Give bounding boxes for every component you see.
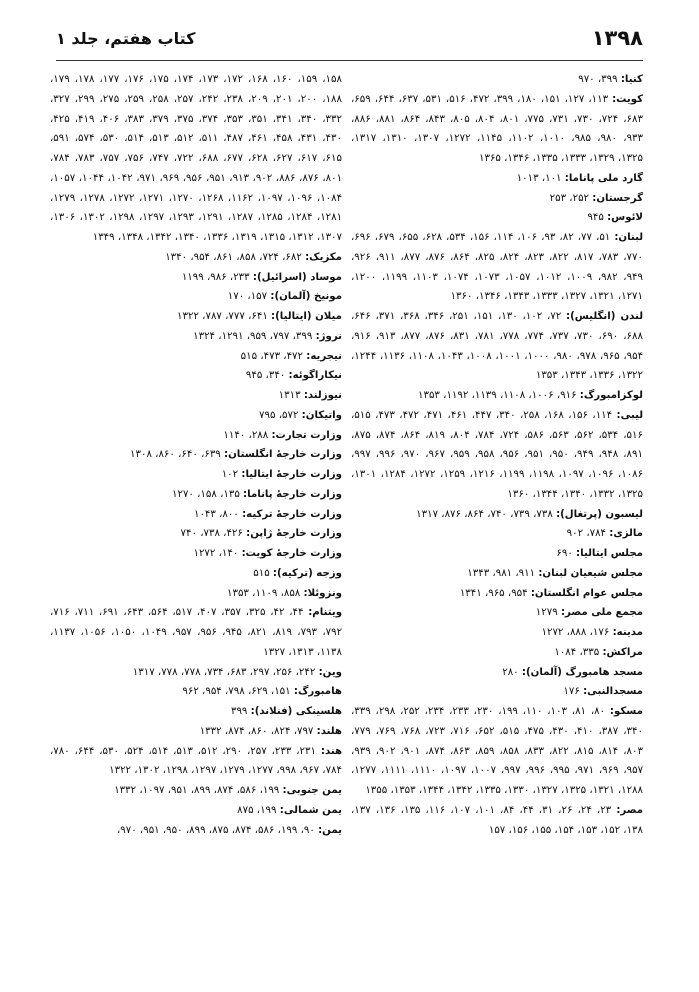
index-term: لائوس: xyxy=(607,212,643,224)
index-entry xyxy=(50,327,342,347)
index-entry xyxy=(50,268,342,288)
index-entry xyxy=(351,505,643,525)
index-page-refs: ۴۷۲، ۴۷۳، ۵۱۵ xyxy=(240,350,307,362)
index-term: وزارت خارجهٔ ایتالیا: xyxy=(241,469,342,480)
index-page-refs: ۳۹۹، ۹۷۰ xyxy=(578,74,621,85)
index-page-refs: ۱۷۶ xyxy=(563,686,584,698)
index-page-refs: ۱۱۴، ۱۵۶، ۱۶۸، ۲۵۸، ۳۴۰، ۴۴۷، ۴۶۱، ۴۷۱، ۴۷۲، ۴۷۳، ۵۱۵، ۵۱۶، ۵۳۴، ۵۶۲، ۵۶۳، ۵۸۶، ۷۲۴، ۷۸۴، ۸۰۴، ۸۱۹، ۸۶۴، ۸۷۴، ۸۷۵، ۸۹۱، ۹۴۸، ۹۴۹، ۹۵۰، ۹۵۱، ۹۵۶، ۹۵۸، ۹۵۹، ۹۶۷، ۹۷۰، ۹۹۶، ۹۹۷، ۱۰۸۶، ۱۰۹۶، ۱۰۹۷، ۱۱۹۸، ۱۱۹۹، ۱۲۱۶، ۱۲۵۹، ۱۲۷۲، ۱۲۸۴، ۱۳۰۱، ۱۳۲۵، ۱۳۳۲، ۱۳۴۰، ۱۳۴۴، ۱۳۶۰ xyxy=(351,409,644,500)
index-entry xyxy=(50,603,342,662)
index-entry xyxy=(351,544,643,564)
index-term: میلان (ایتالیا): xyxy=(271,311,342,322)
index-term: مصر: xyxy=(616,804,644,816)
index-entry xyxy=(50,702,342,722)
index-entry xyxy=(351,90,643,169)
index-term: یمن جنوبی: xyxy=(282,785,342,796)
index-page-refs: ۱۳۱۳ xyxy=(278,390,304,401)
index-entry xyxy=(351,228,643,307)
index-term: یمن شمالی: xyxy=(279,804,342,816)
index-page-refs: ۹۰، ۱۹۹، ۵۸۶، ۸۷۴، ۸۷۵، ۸۹۹، ۹۵۰، ۹۵۱، ۹۷۰، xyxy=(116,824,319,836)
index-page-refs: ۱۲۷۹ xyxy=(535,607,561,619)
index-entry xyxy=(50,366,342,386)
index-entry xyxy=(50,465,342,485)
index-entry xyxy=(351,307,643,386)
index-page-refs: ۶۴۱، ۷۷۷، ۷۸۷، ۱۳۲۲ xyxy=(177,311,272,322)
index-term: وزارت خارجهٔ ترکیه: xyxy=(242,508,342,520)
index-entry xyxy=(351,524,643,544)
index-entry xyxy=(50,406,342,426)
index-term: وزارت خارجهٔ انگلستان: xyxy=(224,449,342,461)
index-term: لیبی: xyxy=(616,409,644,421)
index-page-refs: ۱۱۳، ۱۲۷، ۱۵۱، ۱۸۰، ۳۹۹، ۴۷۲، ۵۱۶، ۵۳۱، ۶۳۷، ۶۴۴، ۶۵۹، ۶۸۳، ۷۲۴، ۷۳۰، ۷۳۱، ۷۷۵، ۸۰۱، ۸۰۴، ۸۰۵، ۸۴۳، ۸۶۴، ۸۸۱، ۸۸۶، ۹۳۳، ۹۸۰، ۹۸۵، ۱۰۱۰، ۱۱۰۲، ۱۱۴۵، ۱۲۷۲، ۱۳۰۷، ۱۳۱۰، ۱۳۱۷، ۱۳۲۵، ۱۳۲۹، ۱۳۳۳، ۱۳۳۵، ۱۳۴۶، ۱۳۶۵ xyxy=(351,93,643,164)
index-term: گارد ملی پاناما: xyxy=(564,172,643,184)
index-entry xyxy=(50,426,342,446)
index-page-refs: ۷۲، ۱۰۲، ۱۳۰، ۱۵۱، ۲۵۱، ۳۴۶، ۳۶۸، ۳۷۱، ۶۴۶، ۶۸۸، ۶۹۰، ۷۳۰، ۷۳۷، ۷۷۴، ۷۷۸، ۷۸۱، ۸۳۱، ۸۷۶، ۸۷۷، ۹۱۳، ۹۱۶، ۹۵۴، ۹۶۵، ۹۷۸، ۹۸۰، ۱۰۰۰، ۱۰۰۱، ۱۰۰۸، ۱۰۴۳، ۱۱۰۸، ۱۱۳۶، ۱۲۴۴، ۱۳۲۲، ۱۳۳۶، ۱۳۴۳، ۱۳۵۳ xyxy=(351,311,644,382)
index-entry xyxy=(50,544,342,564)
page-number: ۱۳۹۸ xyxy=(591,26,643,50)
index-page-refs: ۱۰۱، ۱۰۱۳ xyxy=(516,172,565,184)
index-page-refs: ۴۲۶، ۷۳۸، ۷۴۰ xyxy=(180,528,247,540)
index-term: کنیا: xyxy=(620,74,643,85)
index-entry xyxy=(50,682,342,702)
index-term: وزارت تجارت: xyxy=(271,429,342,441)
index-term: ونزوئلا: xyxy=(303,587,342,599)
index-term: هلسینکی (فنلاند): xyxy=(250,706,342,717)
index-entry xyxy=(50,524,342,544)
index-page-refs: ۵۱، ۷۷، ۸۲، ۹۳، ۱۰۶، ۱۱۴، ۱۵۶، ۵۳۴، ۶۲۸، ۶۵۵، ۶۷۹، ۶۹۶، ۷۷۰، ۷۸۳، ۸۱۷، ۸۲۲، ۸۲۳، ۸۲۴، ۸۲۵، ۸۶۴، ۸۷۶، ۸۷۷، ۹۱۱، ۹۲۶، ۹۴۹، ۹۸۲، ۱۰۰۹، ۱۰۱۲، ۱۰۵۷، ۱۰۷۳، ۱۰۷۴، ۱۱۰۳، ۱۱۹۹، ۱۲۰۰، ۱۲۷۱، ۱۳۲۱، ۱۳۲۷، ۱۳۳۳، ۱۳۴۳، ۱۳۴۶، ۱۳۶۰ xyxy=(351,232,643,303)
index-page-refs: ۲۳۱، ۲۳۳، ۲۵۷، ۲۹۰، ۵۱۲، ۵۱۳، ۵۱۴، ۵۲۴، ۵۳۰، ۶۴۴، ۷۸۰، ۷۸۴، ۹۶۷، ۹۹۸، ۱۲۷۷، ۱۲۷۹، ۱۲۹۷، ۱۲۹۸، ۱۳۰۲، ۱۳۲۲ xyxy=(50,745,342,777)
index-page-refs: ۹۵۴، ۹۶۵، ۱۳۴۱ xyxy=(459,587,531,599)
index-page-refs: ۷۸۴، ۹۰۲ xyxy=(566,528,610,540)
index-page-refs: ۶۳۹، ۶۴۰، ۸۶۰، ۱۳۰۸ xyxy=(130,449,225,461)
index-page-refs: ۳۹۹، ۷۹۷، ۹۵۹، ۱۲۹۱، ۱۳۲۴ xyxy=(193,330,316,342)
index-entry xyxy=(50,505,342,525)
index-entry xyxy=(50,347,342,367)
index-term: یمن: xyxy=(318,824,342,836)
index-page-refs: ۲۳۳، ۹۸۶، ۱۱۹۹ xyxy=(181,271,253,283)
index-page-refs: ۱۵۷، ۱۷۰ xyxy=(227,291,271,303)
index-page-refs: ۴۴، ۴۲، ۳۲۵، ۳۵۷، ۴۰۷، ۵۱۷، ۵۶۴، ۶۴۳، ۶۹۱، ۷۱۱، ۷۱۶، ۷۹۲، ۷۹۳، ۸۱۹، ۸۲۱، ۹۴۵، ۹۵۶، ۹۵۷، ۱۰۴۹، ۱۰۵۰، ۱۰۵۶، ۱۱۳۷، ۱۱۳۸، ۱۳۱۳، ۱۳۲۷ xyxy=(50,607,343,658)
index-page-refs: ۸۵۸، ۱۱۰۹، ۱۳۵۳ xyxy=(227,587,304,599)
index-entry xyxy=(351,603,643,623)
index-entry xyxy=(351,564,643,584)
index-entry xyxy=(351,801,643,841)
index-entry xyxy=(50,485,342,505)
index-page-refs: ۲۴۲، ۲۵۶، ۲۹۷، ۶۸۳، ۷۳۴، ۷۷۸، ۷۷۸، ۱۳۱۷ xyxy=(132,666,319,678)
index-entry xyxy=(50,584,342,604)
index-page-refs: ۱۵۸، ۱۵۹، ۱۶۰، ۱۶۸، ۱۷۲، ۱۷۳، ۱۷۴، ۱۷۵، ۱۷۶، ۱۷۷، ۱۷۸، ۱۷۹، ۱۸۸، ۲۰۰، ۲۰۱، ۲۰۹، ۲۳۸، ۲۴۲، ۲۵۷، ۲۵۸، ۲۵۹، ۲۷۵، ۲۹۹، ۳۲۷، ۳۳۲، ۳۴۰، ۳۴۱، ۳۵۱، ۳۵۳، ۳۷۴، ۳۷۵، ۳۷۹، ۳۸۳، ۴۰۶، ۴۱۹، ۴۲۵، ۴۳۰، ۴۳۱، ۴۵۸، ۴۶۱، ۴۸۷، ۵۱۱، ۵۱۲، ۵۱۳، ۵۱۴، ۵۳۰، ۵۷۴، ۵۹۱، ۶۱۵، ۶۱۷، ۶۲۷، ۶۲۸، ۶۷۷، ۶۸۸، ۷۲۲، ۷۴۷، ۷۵۶، ۷۵۷، ۷۸۳، ۷۸۴، ۸۰۱، ۸۷۶، ۸۸۶، ۹۰۲، ۹۱۳، ۹۵۱، ۹۵۶، ۹۶۹، ۹۷۱، ۱۰۴۲، ۱۰۴۴، ۱۰۵۷، ۱۰۸۴، ۱۰۹۶، ۱۰۹۷، ۱۱۶۲، ۱۲۶۸، ۱۲۷۰، ۱۲۷۱، ۱۲۷۲، ۱۲۷۸، ۱۲۷۹، ۱۲۸۱، ۱۲۸۴، ۱۲۸۵، ۱۲۸۷، ۱۲۹۱، ۱۲۹۳، ۱۲۹۷، ۱۲۹۸، ۱۳۰۲، ۱۳۰۶، ۱۳۰۷، ۱۳۱۲، ۱۳۱۵، ۱۳۱۹، ۱۳۳۶، ۱۳۴۰، ۱۳۴۲، ۱۳۴۸، ۱۳۴۹ xyxy=(50,74,343,243)
index-page-refs: ۲۳، ۲۴، ۲۶، ۳۱، ۴۴، ۸۴، ۱۰۱، ۱۰۷، ۱۱۶، ۱۳۵، ۱۳۶، ۱۳۷، ۱۳۸، ۱۵۲، ۱۵۳، ۱۵۴، ۱۵۵، ۱۵۶، ۱۵۷ xyxy=(351,804,643,836)
index-page-refs: ۲۵۲، ۲۵۳ xyxy=(549,192,593,204)
index-term: هامبورگ: xyxy=(293,686,342,698)
index-entry xyxy=(351,208,643,228)
index-page-refs: ۱۴۰، ۱۲۷۲ xyxy=(193,548,242,559)
index-term: گرجستان: xyxy=(592,192,643,204)
index-entry xyxy=(351,702,643,801)
running-title: کتاب هفتم، جلد ۱ xyxy=(56,29,196,48)
index-term: موساد (اسرائیل): xyxy=(252,271,342,283)
index-term: وزارت خارجهٔ پاناما: xyxy=(243,488,342,500)
index-page-refs: ۶۸۲، ۷۲۴، ۸۵۸، ۸۶۱، ۹۵۴، ۱۳۴۰ xyxy=(165,251,306,263)
index-entry xyxy=(50,287,342,307)
index-entry xyxy=(50,722,342,742)
index-term: کویت: xyxy=(612,93,644,105)
index-term: نیجریه: xyxy=(306,350,342,362)
running-header xyxy=(56,22,643,58)
index-entry xyxy=(50,742,342,782)
index-term: مونیخ (آلمان): xyxy=(270,291,342,303)
index-entry xyxy=(351,386,643,406)
index-entry xyxy=(50,307,342,327)
index-entry xyxy=(351,643,643,663)
index-term: نیکاراگوئه: xyxy=(288,370,342,382)
index-term: لندن (انگلیس): xyxy=(566,311,644,322)
index-term: مراکش: xyxy=(602,646,643,658)
index-term: لیسبون (پرتغال): xyxy=(556,508,643,520)
index-entry xyxy=(351,169,643,189)
index-page-refs: ۱۹۹، ۵۸۶، ۸۷۴، ۸۹۹، ۹۵۱، ۱۰۹۷، ۱۳۳۲ xyxy=(114,785,283,796)
index-term: مسجد هامبورگ (آلمان): xyxy=(521,666,643,678)
index-entry xyxy=(351,623,643,643)
index-page-refs: ۷۳۸، ۷۳۹، ۷۴۰، ۸۶۴، ۸۷۶، ۱۳۱۷ xyxy=(416,508,557,520)
index-term: نروژ: xyxy=(315,330,342,342)
index-page-refs: ۸۰، ۸۱، ۱۰۳، ۱۱۰، ۱۹۹، ۲۳۰، ۲۳۳، ۲۳۴، ۲۵۲، ۲۹۸، ۳۳۹، ۳۴۰، ۳۸۷، ۴۱۰، ۴۳۰، ۴۷۵، ۵۱۵، ۶۵۲، ۷۱۶، ۷۲۳، ۷۶۸، ۷۶۹، ۷۷۹، ۸۰۳، ۸۱۴، ۸۱۵، ۸۲۲، ۸۳۳، ۸۵۸، ۸۵۹، ۸۶۳، ۸۷۴، ۹۰۱، ۹۰۲، ۹۳۹، ۹۵۷، ۹۶۹، ۹۷۱، ۹۹۵، ۹۹۶، ۹۹۷، ۱۰۰۷، ۱۰۹۷، ۱۱۱۰، ۱۱۱۱، ۱۲۷۷، ۱۲۸۸، ۱۳۲۱، ۱۳۲۵، ۱۳۲۷، ۱۳۳۰، ۱۳۳۵، ۱۳۴۲، ۱۳۴۴، ۱۳۵۳، ۱۳۵۵ xyxy=(351,706,644,796)
index-page-refs: ۹۱۶، ۱۰۰۶، ۱۱۰۸، ۱۱۳۹، ۱۱۹۲، ۱۳۵۳ xyxy=(418,390,580,401)
index-term: لبنان: xyxy=(614,232,644,243)
index-term: وزارت خارجهٔ کویت: xyxy=(241,548,342,559)
index-page-refs: ۱۹۹، ۸۷۵ xyxy=(237,804,280,816)
index-entry xyxy=(50,564,342,584)
index-page-refs: ۱۰۲ xyxy=(221,469,242,480)
index-entry xyxy=(351,584,643,604)
index-page-refs: ۱۵۱، ۶۲۹، ۷۹۸، ۹۵۴، ۹۶۲ xyxy=(182,686,294,698)
header-rule xyxy=(56,60,643,61)
index-entry xyxy=(351,663,643,683)
index-page-refs: ۸۰۰، ۱۰۴۳ xyxy=(193,508,243,520)
index-term: هند: xyxy=(320,745,343,757)
index-page-refs: ۹۱۱، ۹۸۱، ۱۳۴۳ xyxy=(467,567,539,579)
index-page-refs: ۷۹۷، ۸۲۴، ۸۶۰، ۸۷۴، ۱۳۳۲ xyxy=(199,725,317,737)
index-column-left xyxy=(50,70,342,840)
index-entry xyxy=(351,70,643,90)
index-page-refs: ۳۴۰، ۹۴۵ xyxy=(245,370,289,382)
index-term: وین: xyxy=(318,666,342,678)
index-term: لوکزامبورگ: xyxy=(579,390,643,401)
index-entry xyxy=(50,70,342,248)
index-entry xyxy=(50,781,342,801)
index-term: نیوزلند: xyxy=(303,390,342,401)
index-page-refs: ۵۱۵ xyxy=(253,567,273,579)
index-entry xyxy=(50,445,342,465)
index-page-refs: ۳۹۹ xyxy=(230,706,251,717)
index-term: مجمع ملی مصر: xyxy=(560,607,643,619)
index-term: مجلس عوام انگلستان: xyxy=(530,587,643,599)
index-entry xyxy=(351,682,643,702)
index-term: مالزی: xyxy=(609,528,643,540)
index-entry xyxy=(351,189,643,209)
index-term: وزجه (ترکیه): xyxy=(272,567,342,579)
index-entry xyxy=(50,386,342,406)
index-term: واتیکان: xyxy=(301,409,342,421)
index-term: مجلس ایتالیا: xyxy=(576,548,643,559)
index-page-refs: ۱۷۶، ۸۸۸، ۱۲۷۲ xyxy=(541,627,613,638)
index-term: مسجدالنبی: xyxy=(583,686,643,698)
index-term: ویتنام: xyxy=(308,607,343,619)
index-entry xyxy=(50,801,342,821)
index-entry xyxy=(50,663,342,683)
index-page-refs: ۱۳۵، ۱۵۸، ۱۲۷۰ xyxy=(172,488,244,500)
index-column-right xyxy=(351,70,643,840)
index-page-refs: ۵۷۲، ۷۹۵ xyxy=(259,409,302,421)
index-entry xyxy=(50,248,342,268)
index-page-refs: ۲۸۸، ۱۱۴۰ xyxy=(223,429,272,441)
index-page-refs: ۲۸۰ xyxy=(502,666,522,678)
index-page-refs: ۳۳۵، ۱۰۸۴ xyxy=(554,646,603,658)
index-term: مسکو: xyxy=(609,706,643,717)
index-term: هلند: xyxy=(316,725,342,737)
index-term: مکزیک: xyxy=(305,251,342,263)
index-entry xyxy=(351,406,643,505)
index-entry xyxy=(50,821,342,841)
index-page-refs: ۶۹۰ xyxy=(556,548,577,559)
index-page-refs: ۹۴۵ xyxy=(587,212,608,224)
index-term: مجلس شیعیان لبنان: xyxy=(538,567,643,579)
index-term: مدینه: xyxy=(612,627,643,638)
index-term: وزارت خارجهٔ ژاپن: xyxy=(246,528,342,540)
